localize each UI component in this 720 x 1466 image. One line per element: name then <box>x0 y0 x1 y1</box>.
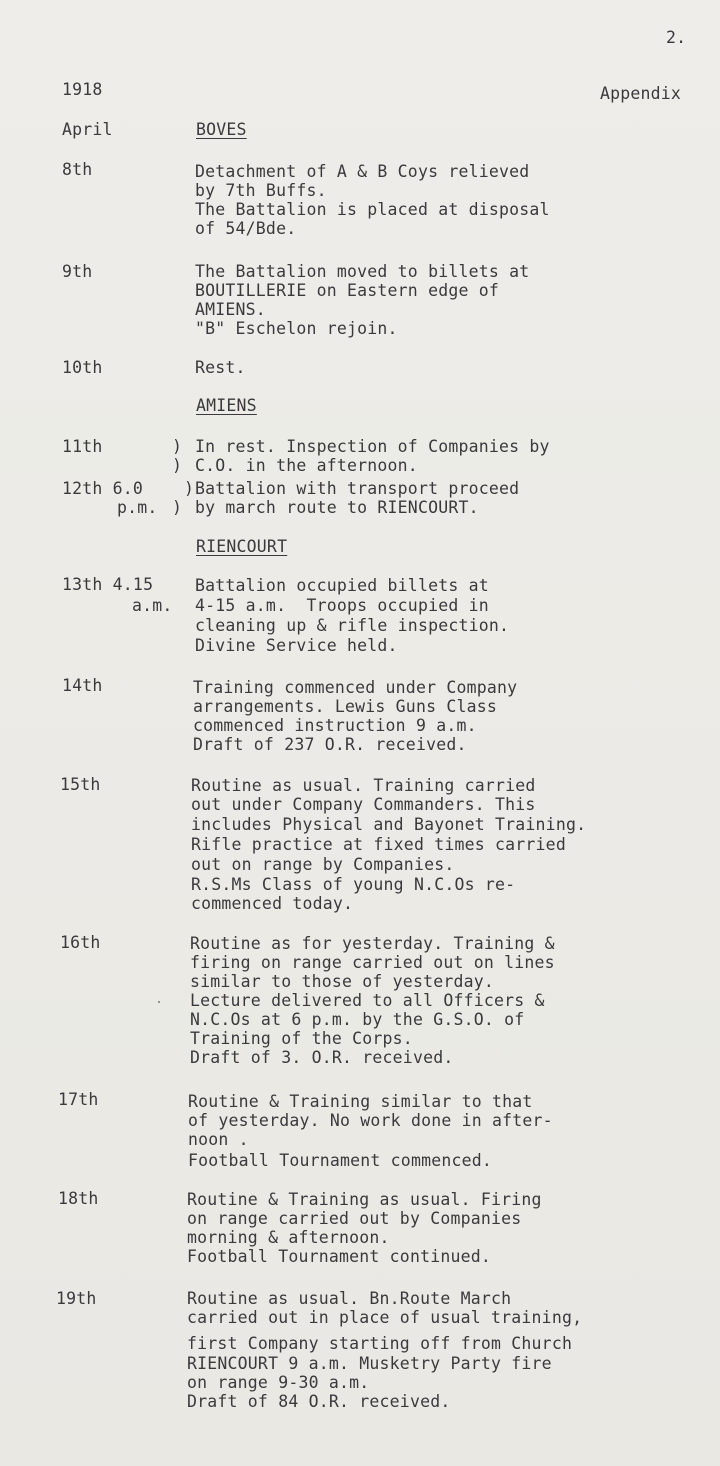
entry-line: 4-15 a.m. Troops occupied in <box>195 596 489 615</box>
entry-line: cleaning up & rifle inspection. <box>195 616 510 635</box>
entry-line: of 54/Bde. <box>195 219 297 238</box>
entry-date-8th: 8th <box>62 160 93 179</box>
entry-line: Lecture delivered to all Officers & <box>190 991 545 1010</box>
entry-line: Detachment of A & B Coys relieved <box>195 162 530 181</box>
month: April <box>62 120 113 139</box>
entry-line: Draft of 237 O.R. received. <box>193 735 467 754</box>
entry-line: firing on range carried out on lines <box>190 953 555 972</box>
entry-line: Routine as for yesterday. Training & <box>190 934 555 953</box>
entry-line: The Battalion is placed at disposal <box>195 200 550 219</box>
entry-line: Training of the Corps. <box>190 1029 413 1048</box>
ink-speck <box>158 1001 160 1003</box>
entry-date-18th: 18th <box>58 1189 99 1208</box>
entry-line: Draft of 84 O.R. received. <box>187 1392 451 1411</box>
entry-text-10th: Rest. <box>195 358 246 377</box>
entry-line: In rest. Inspection of Companies by <box>195 437 550 456</box>
entry-date-13th: 13th 4.15 <box>62 575 154 594</box>
entry-line: Football Tournament commenced. <box>188 1151 493 1170</box>
entry-date-16th: 16th <box>60 933 101 952</box>
entry-line: The Battalion moved to billets at <box>195 262 530 281</box>
place-heading-amiens: AMIENS <box>196 396 257 415</box>
entry-line: by march route to RIENCOURT. <box>195 498 479 517</box>
entry-date-9th: 9th <box>62 262 93 281</box>
bracket-glyph: ) <box>184 479 194 498</box>
entry-line: Draft of 3. O.R. received. <box>190 1048 454 1067</box>
entry-line: Football Tournament continued. <box>187 1247 492 1266</box>
entry-line: morning & afternoon. <box>187 1228 390 1247</box>
entry-line: similar to those of yesterday. <box>190 972 495 991</box>
entry-line: first Company starting off from Church <box>187 1334 573 1353</box>
entry-line: Routine as usual. Training carried <box>191 776 536 795</box>
entry-date-11th: 11th <box>62 437 103 456</box>
entry-line: arrangements. Lewis Guns Class <box>193 697 498 716</box>
entry-line: Routine & Training similar to that <box>188 1092 533 1111</box>
entry-line: Routine & Training as usual. Firing <box>187 1190 542 1209</box>
entry-date-14th: 14th <box>62 676 103 695</box>
entry-line: out under Company Commanders. This <box>191 795 536 814</box>
entry-line: R.S.Ms Class of young N.C.Os re- <box>191 875 516 894</box>
entry-date-12th: 12th 6.0 <box>62 479 144 498</box>
entry-line: RIENCOURT 9 a.m. Musketry Party fire <box>187 1354 552 1373</box>
entry-line: commenced today. <box>191 894 354 913</box>
entry-date-17th: 17th <box>58 1090 99 1109</box>
entry-line: noon . <box>188 1130 249 1149</box>
entry-line: on range 9-30 a.m. <box>187 1373 370 1392</box>
entry-line: out on range by Companies. <box>191 855 455 874</box>
place-heading-riencourt: RIENCOURT <box>196 537 288 556</box>
entry-line: commenced instruction 9 a.m. <box>193 716 477 735</box>
bracket-glyph: ) <box>172 437 182 456</box>
entry-date-13th-time: a.m. <box>132 596 173 615</box>
entry-line: C.O. in the afternoon. <box>195 456 418 475</box>
entry-date-10th: 10th <box>62 358 103 377</box>
entry-line: Routine as usual. Bn.Route March <box>187 1289 512 1308</box>
entry-line: N.C.Os at 6 p.m. by the G.S.O. of <box>190 1010 525 1029</box>
entry-line: carried out in place of usual training, <box>187 1308 583 1327</box>
entry-line: "B" Eschelon rejoin. <box>195 319 398 338</box>
entry-line: of yesterday. No work done in after- <box>188 1111 553 1130</box>
entry-line: BOUTILLERIE on Eastern edge of <box>195 281 500 300</box>
entry-line: Divine Service held. <box>195 636 398 655</box>
entry-line: includes Physical and Bayonet Training. <box>191 815 587 834</box>
entry-line: Battalion occupied billets at <box>195 576 489 595</box>
bracket-glyph: ) <box>172 456 182 475</box>
year: 1918 <box>62 80 103 99</box>
entry-line: Rifle practice at fixed times carried <box>191 835 566 854</box>
entry-line: AMIENS. <box>195 300 266 319</box>
appendix-label: Appendix <box>600 84 682 103</box>
place-heading-boves: BOVES <box>196 120 247 139</box>
entry-line: on range carried out by Companies <box>187 1209 522 1228</box>
entry-line: by 7th Buffs. <box>195 181 327 200</box>
page-number: 2. <box>666 28 687 47</box>
bracket-glyph: ) <box>172 498 182 517</box>
entry-line: Training commenced under Company <box>193 678 518 697</box>
entry-line: Battalion with transport proceed <box>195 479 520 498</box>
entry-date-12th-time: p.m. <box>117 498 158 517</box>
entry-date-15th: 15th <box>60 775 101 794</box>
entry-date-19th: 19th <box>56 1289 97 1308</box>
